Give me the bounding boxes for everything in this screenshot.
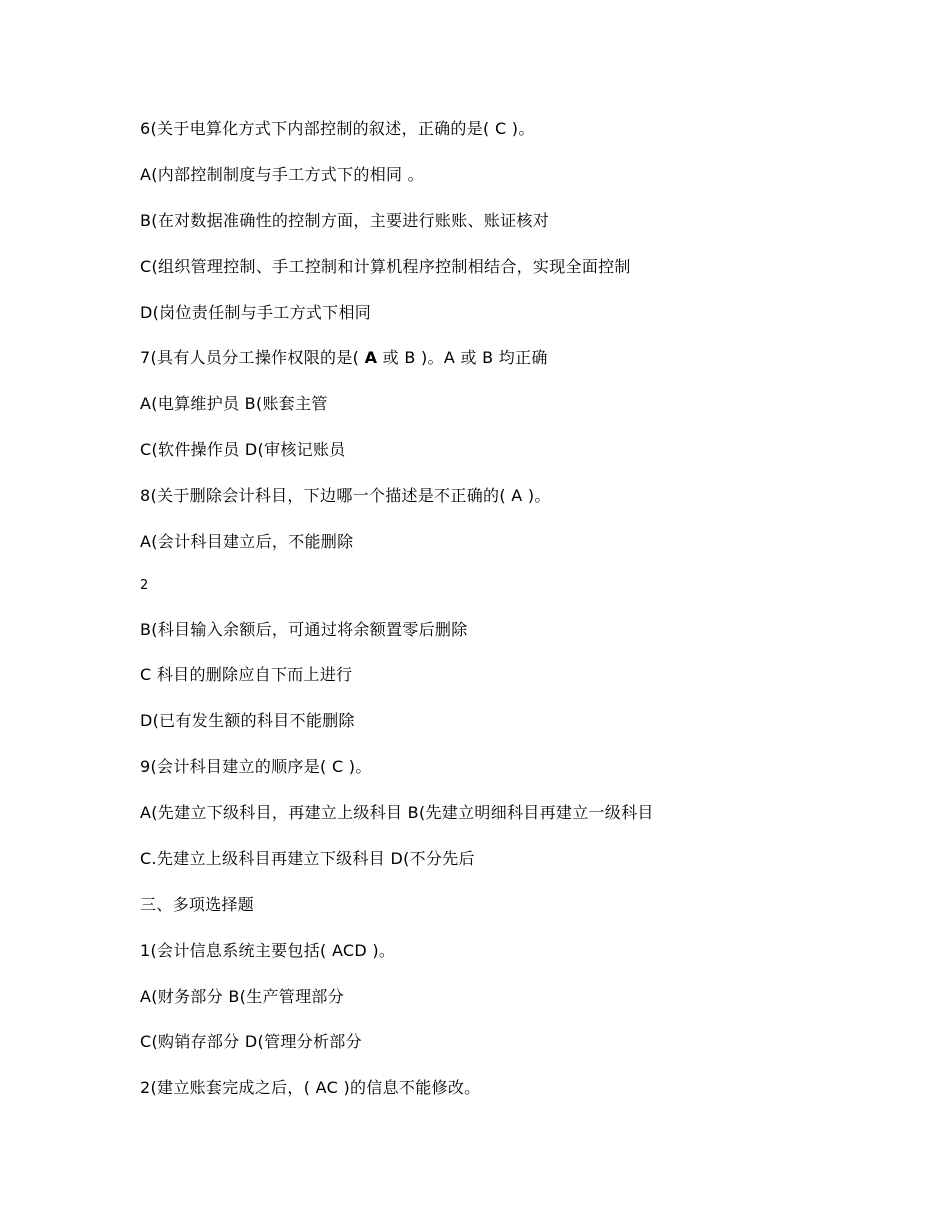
q7-options-cd: C(软件操作员 D(审核记账员 (140, 440, 346, 459)
q9-options-cd: C.先建立上级科目再建立下级科目 D(不分先后 (140, 849, 475, 868)
multi-question-2: 2(建立账套完成之后，( AC )的信息不能修改。 (140, 1078, 481, 1097)
q6-option-d: D(岗位责任制与手工方式下相同 (140, 303, 372, 322)
question-6: 6(关于电算化方式下内部控制的叙述，正确的是( C )。 (140, 119, 535, 138)
q8-option-c: C 科目的删除应自下而上进行 (140, 665, 353, 684)
q7-text-after: 或 B )。A 或 B 均正确 (377, 348, 548, 367)
q6-option-c: C(组织管理控制、手工控制和计算机程序控制相结合，实现全面控制 (140, 257, 631, 276)
page-number: 2 (140, 578, 149, 593)
multi-question-1: 1(会计信息系统主要包括( ACD )。 (140, 941, 396, 960)
q9-options-ab: A(先建立下级科目，再建立上级科目 B(先建立明细科目再建立一级科目 (140, 803, 654, 822)
section-heading: 三、多项选择题 (140, 895, 255, 914)
question-7 (140, 348, 548, 368)
question-9: 9(会计科目建立的顺序是( C )。 (140, 757, 372, 776)
q7-bold-answer: A (364, 348, 378, 367)
q8-option-d: D(已有发生额的科目不能删除 (140, 711, 355, 730)
q6-option-b: B(在对数据准确性的控制方面，主要进行账账、账证核对 (140, 211, 550, 230)
q8-option-a: A(会计科目建立后，不能删除 (140, 532, 354, 551)
question-8: 8(关于删除会计科目，下边哪一个描述是不正确的( A )。 (140, 486, 551, 505)
mq1-options-ab: A(财务部分 B(生产管理部分 (140, 987, 344, 1006)
q7-text-before: 7(具有人员分工操作权限的是( (140, 348, 365, 367)
mq1-options-cd: C(购销存部分 D(管理分析部分 (140, 1032, 362, 1051)
q7-options-ab: A(电算维护员 B(账套主管 (140, 394, 328, 413)
q6-option-a: A(内部控制制度与手工方式下的相同 。 (140, 165, 424, 184)
q8-option-b: B(科目输入余额后，可通过将余额置零后删除 (140, 620, 468, 639)
